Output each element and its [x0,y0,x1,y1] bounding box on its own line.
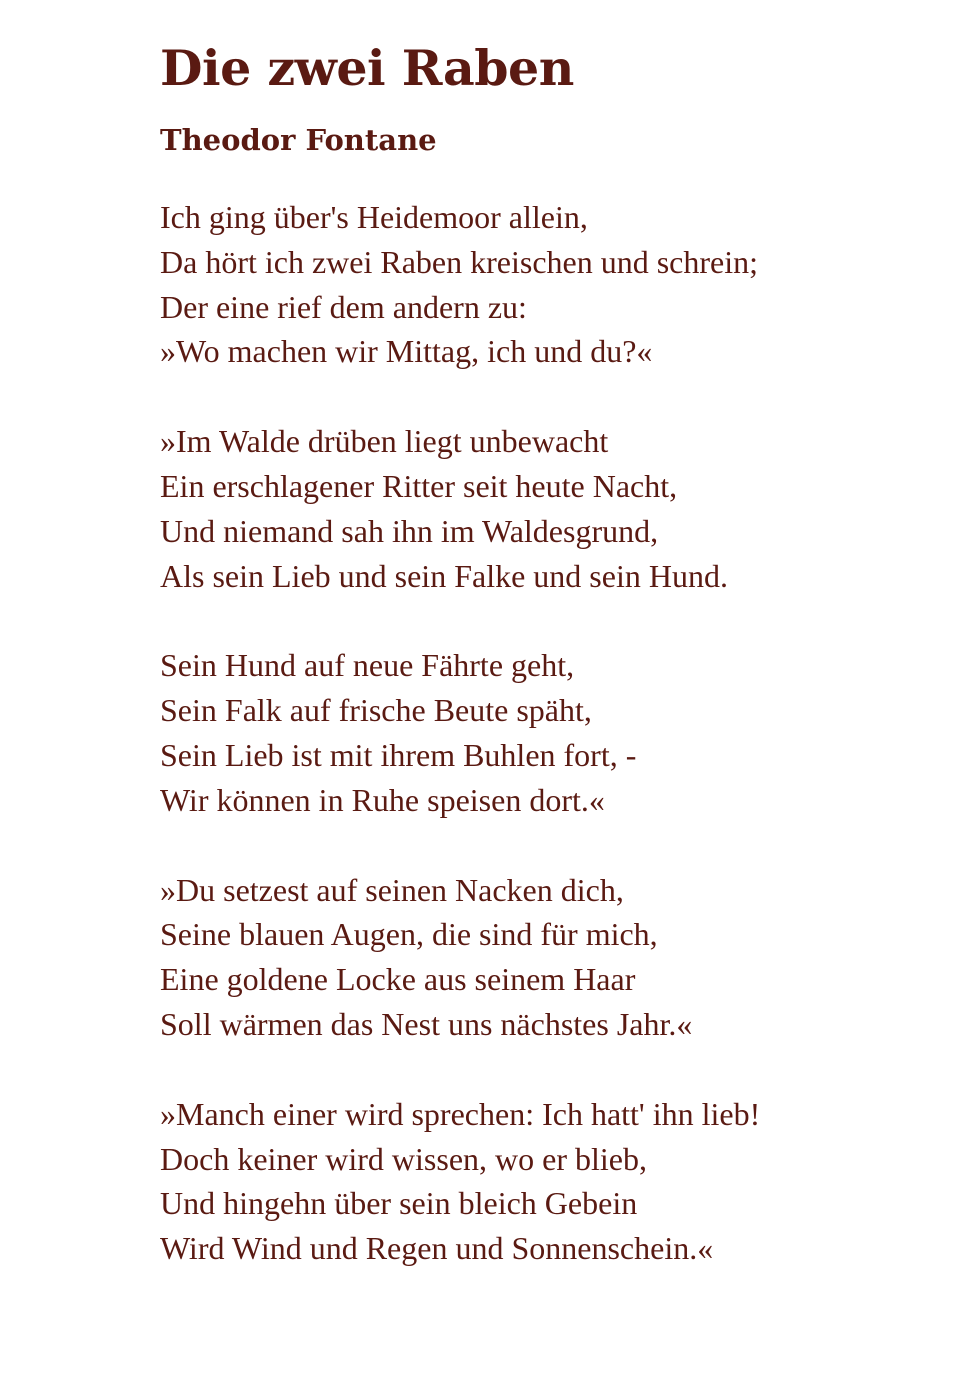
stanza-2 [160,419,940,598]
poem-line: Eine goldene Locke aus seinem Haar [160,961,636,998]
poem-line: Da hört ich zwei Raben kreischen und schrein; [160,243,759,280]
poem-line: »Im Walde drüben liegt unbewacht [160,423,609,460]
poem-line: »Du setzest auf seinen Nacken dich, [160,871,624,908]
poem-line: Seine blauen Augen, die sind für mich, [160,916,658,953]
poem-line: »Manch einer wird sprechen: Ich hatt' ihn lieb! [160,1095,761,1132]
poem-line: Wir können in Ruhe speisen dort.« [160,781,605,818]
poem-page [160,38,940,1316]
poem-line: Und niemand sah ihn im Waldesgrund, [160,512,659,549]
stanza-5 [160,1092,940,1271]
stanza-3 [160,643,940,822]
poem-line: Sein Falk auf frische Beute späht, [160,692,592,729]
poem-title: Die zwei Raben [160,39,574,97]
poem-line: Wird Wind und Regen und Sonnenschein.« [160,1230,714,1267]
poem-line: Ein erschlagener Ritter seit heute Nacht, [160,467,678,504]
poem-line: Ich ging über's Heidemoor allein, [160,199,588,235]
poem-line: Der eine rief dem andern zu: [160,288,527,325]
poem-author: Theodor Fontane [160,123,437,157]
poem-line: Doch keiner wird wissen, wo er blieb, [160,1140,647,1177]
poem-line: Und hingehn über sein bleich Gebein [160,1185,638,1222]
stanza-4 [160,868,940,1047]
poem-line: »Wo machen wir Mittag, ich und du?« [160,333,653,370]
poem-line: Sein Hund auf neue Fährte geht, [160,647,575,684]
poem-line: Sein Lieb ist mit ihrem Buhlen fort, - [160,736,637,773]
stanza-1 [160,195,940,374]
poem-body [160,195,940,1271]
poem-line: Als sein Lieb und sein Falke und sein Hund. [160,557,728,594]
poem-line: Soll wärmen das Nest uns nächstes Jahr.« [160,1005,693,1042]
